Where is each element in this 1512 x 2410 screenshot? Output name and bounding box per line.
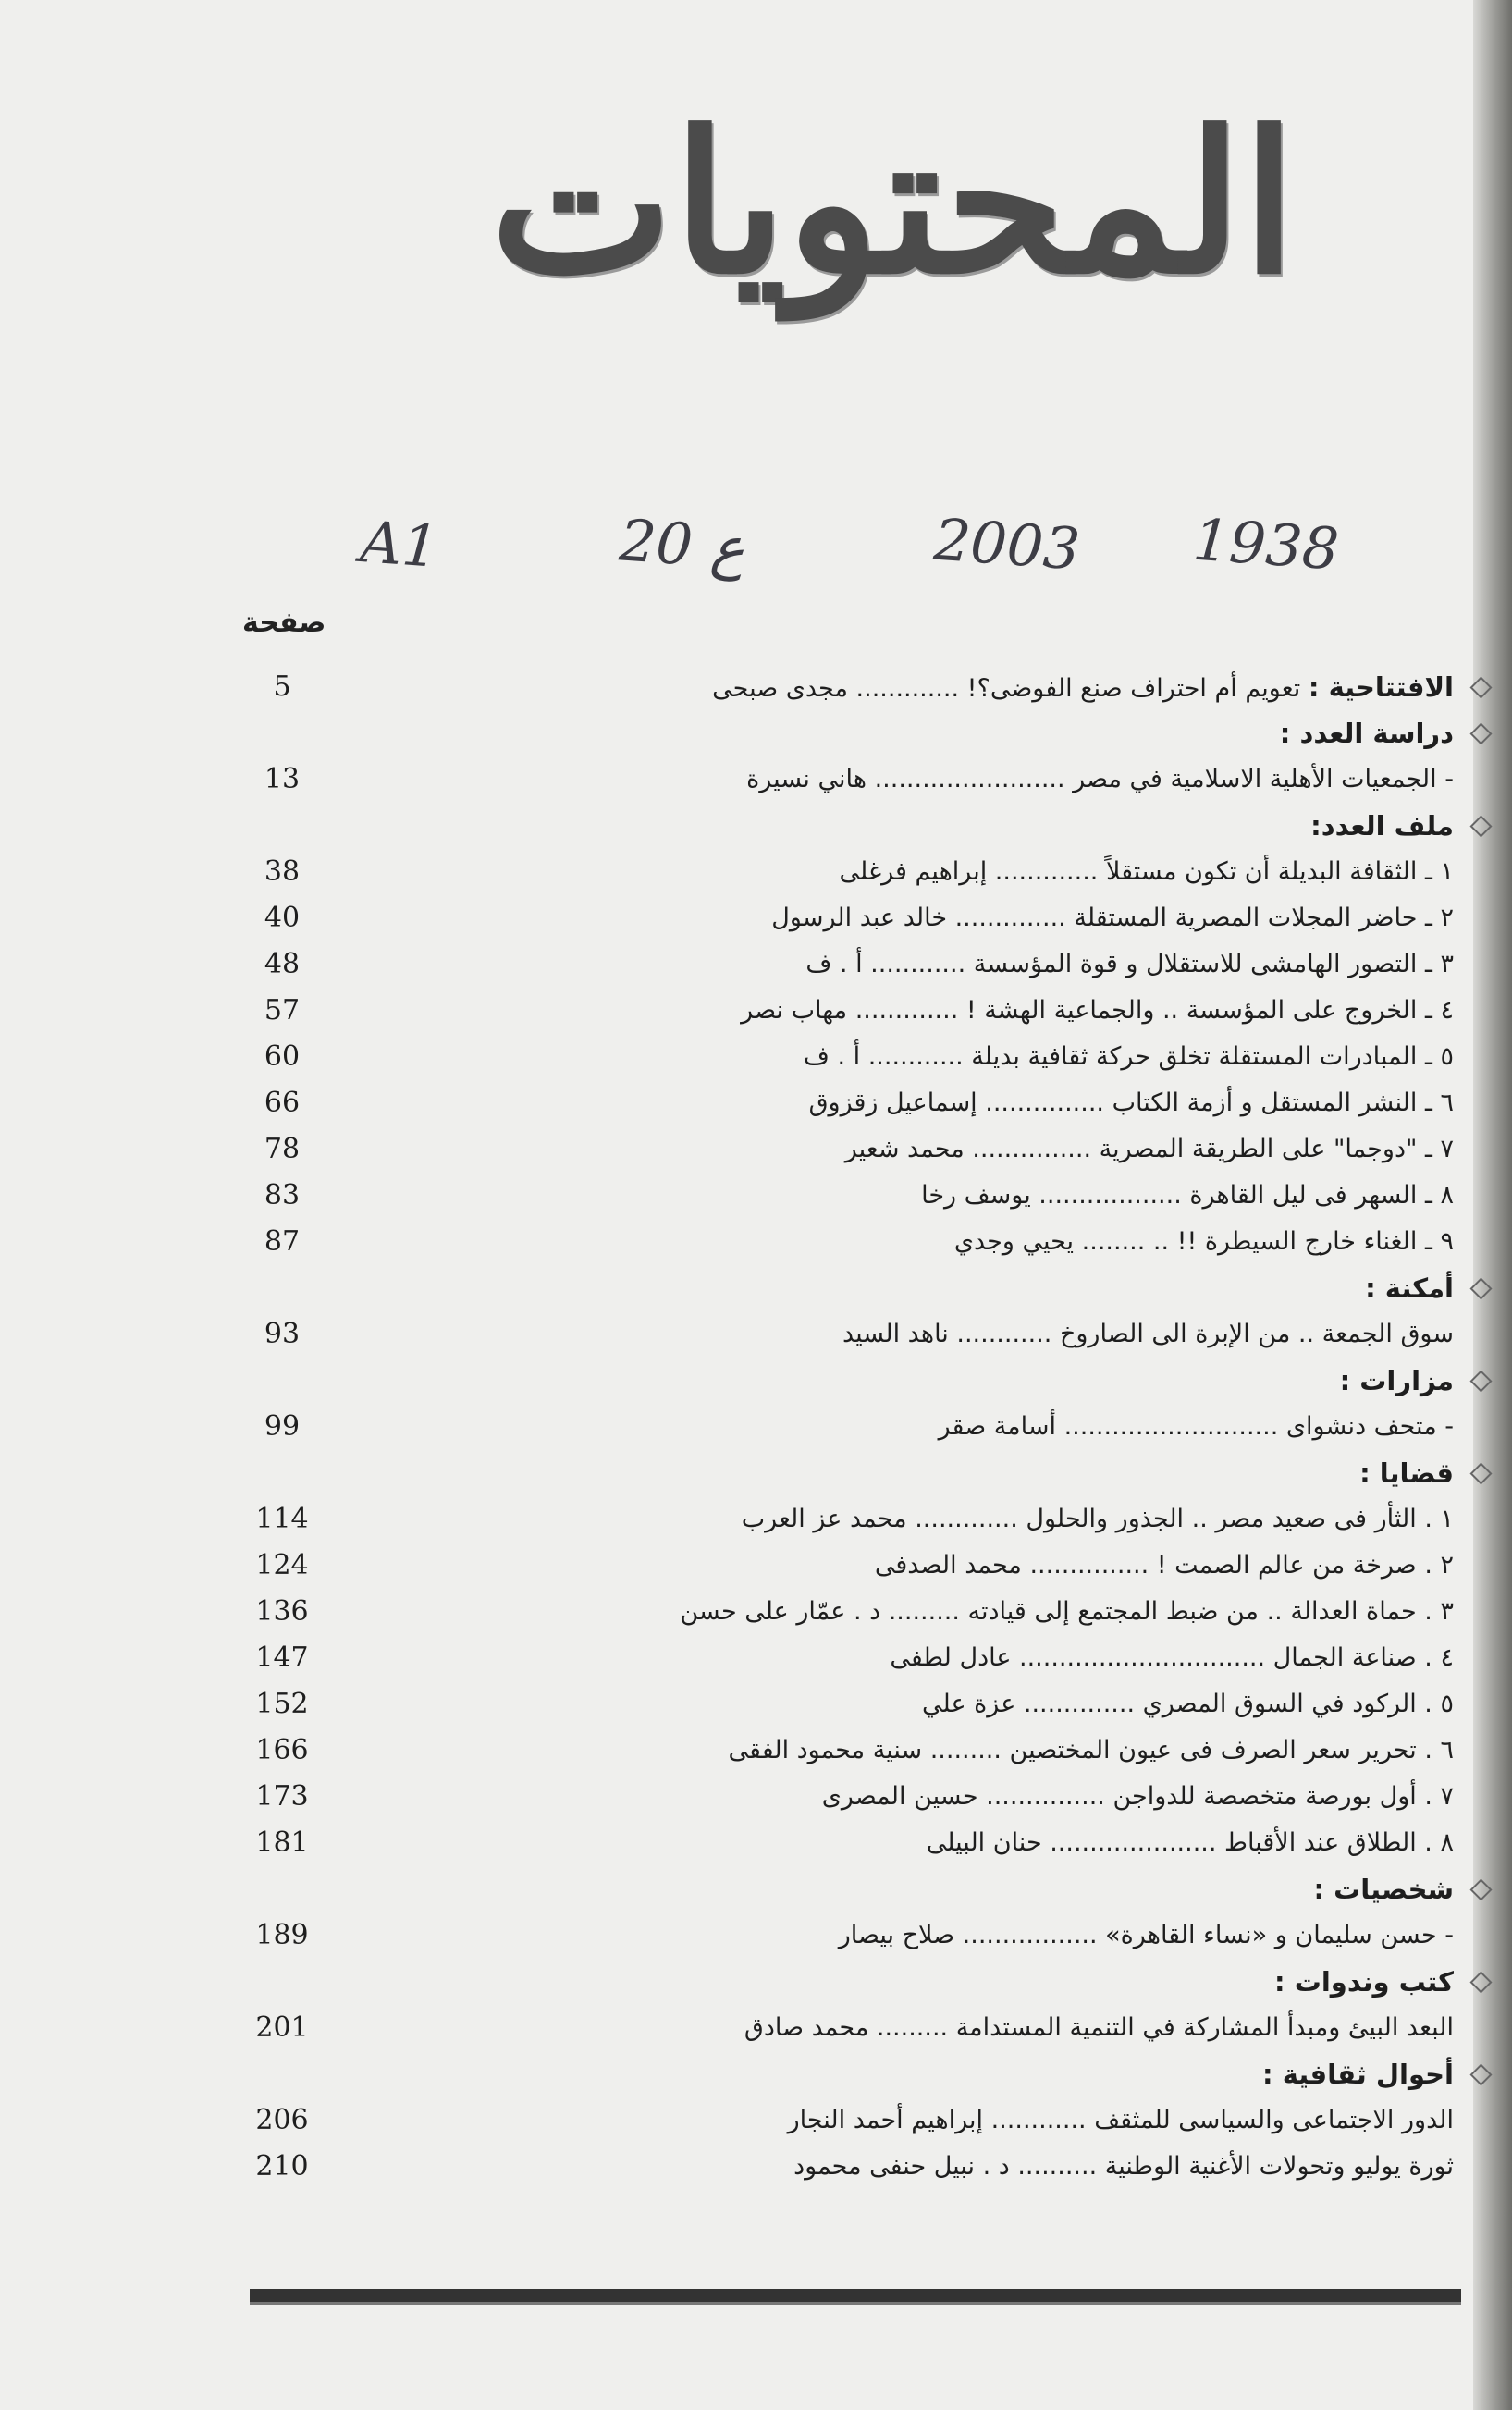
toc-page-number: 66 [264,1087,301,1119]
toc-page-number: 181 [255,1826,309,1859]
toc-row [250,1543,1489,1589]
toc-entry-title: ١ . الثأر فى صعيد مصر .. الجذور والحلول ............. محمد عز العرب [741,1505,1454,1533]
toc-row [250,2144,1489,2190]
toc-section-heading [250,1265,1489,1311]
toc-row [250,1173,1489,1219]
toc-page-number: 189 [255,1919,309,1951]
toc-entry-title: - الجمعيات الأهلية الاسلامية في مصر ........................ هاني نسيرة [746,765,1454,793]
toc-section-heading [250,710,1489,756]
toc-page-number: 57 [264,994,301,1027]
toc-page-number: 87 [264,1225,301,1258]
diamond-bullet-icon [1469,722,1492,744]
toc-section-label: الافتتاحية : [1308,671,1454,703]
toc-section-title: مزارات : [1339,1365,1454,1396]
toc-section-heading [250,1358,1489,1404]
toc-row [250,1126,1489,1173]
toc-row [250,1774,1489,1820]
toc-page-number: 83 [264,1179,301,1211]
toc-row [250,1496,1489,1543]
toc-entry-title: ٤ ـ الخروج على المؤسسة .. والجماعية الهشة ! ............. مهاب نصر [741,996,1454,1025]
toc-entry-title: ٨ . الطلاق عند الأقباط ..................... حنان البيلى [926,1828,1454,1857]
toc-page-number: 78 [264,1133,301,1165]
toc-entry-title: ٤ . صناعة الجمال ............................... عادل لطفى [890,1643,1454,1672]
toc-section-title: أمكنة : [1365,1273,1454,1304]
toc-entry-title: - متحف دنشواى ........................... أسامة صقر [938,1412,1454,1441]
toc-row [250,1034,1489,1080]
toc-section-title: كتب وندوات : [1274,1966,1454,1998]
toc-row [250,1404,1489,1450]
toc-section-heading [250,1450,1489,1496]
toc-row [250,1080,1489,1126]
toc-page-number: 48 [264,948,301,980]
toc-row [250,849,1489,895]
toc-entry-title: ٦ ـ النشر المستقل و أزمة الكتاب ............... إسماعيل زقزوق [808,1088,1454,1117]
toc-section-title: قضايا : [1359,1457,1454,1489]
toc-page-number: 124 [255,1549,309,1581]
handwritten-note-2: 2003 [931,505,1083,584]
toc-row [250,664,1489,710]
toc-section-title: شخصيات : [1313,1874,1454,1905]
page-title: المحتويات [490,89,1297,317]
toc-entry-title: الدور الاجتماعى والسياسى للمثقف ............ إبراهيم أحمد النجار [787,2106,1454,2134]
toc-entry-title: - حسن سليمان و «نساء القاهرة» ................. صلاح بيصار [838,1921,1454,1949]
toc-row [250,2097,1489,2144]
handwritten-note-1: A1 [358,508,441,581]
toc-page-number: 99 [264,1410,301,1443]
toc-section-heading [250,1866,1489,1912]
toc-page-number: 206 [255,2104,309,2136]
toc-row [250,941,1489,988]
toc-row [250,1820,1489,1866]
diamond-bullet-icon [1469,1971,1492,1993]
toc-entry-title: ثورة يوليو وتحولات الأغنية الوطنية .......... د . نبيل حنفى محمود [793,2152,1454,2181]
footer-divider [250,2289,1461,2305]
toc-row [250,1912,1489,1959]
toc-section-title: دراسة العدد : [1279,718,1454,749]
toc-row [250,1311,1489,1358]
diamond-bullet-icon [1469,1277,1492,1299]
toc-row [250,895,1489,941]
toc-page-number: 136 [255,1595,309,1628]
table-of-contents [250,664,1489,2190]
toc-entry-title: ٢ ـ حاضر المجلات المصرية المستقلة .............. خالد عبد الرسول [771,904,1454,932]
diamond-bullet-icon [1469,676,1492,698]
toc-entry-title: ١ ـ الثقافة البديلة أن تكون مستقلاً ............. إبراهيم فرغلى [839,857,1454,886]
toc-entry-title: ٣ ـ التصور الهامشى للاستقلال و قوة المؤسسة ............ أ . ف [805,950,1454,978]
toc-row [250,2005,1489,2051]
handwritten-annotation [358,505,1359,594]
toc-entry-text [712,664,1454,712]
handwritten-note-3: ع 20 [617,506,747,583]
toc-entry-title: ٥ . الركود في السوق المصري .............. عزة علي [922,1690,1454,1718]
toc-page-number: 166 [255,1734,309,1766]
toc-page-number: 60 [264,1040,301,1073]
toc-row [250,1219,1489,1265]
toc-entry-title: ٩ ـ الغناء خارج السيطرة !! .. ........ يحيي وجدي [953,1227,1454,1256]
toc-entry-title: تعويم أم احتراف صنع الفوضى؟! ............. مجدى صبحى [712,674,1301,703]
diamond-bullet-icon [1469,1370,1492,1392]
toc-page-number: 152 [255,1688,309,1720]
toc-section-heading [250,803,1489,849]
toc-page-number: 5 [273,670,291,703]
page-column-label: صفحة [242,607,326,639]
toc-row [250,1728,1489,1774]
toc-page-number: 93 [264,1318,301,1350]
toc-page-number: 210 [255,2150,309,2183]
toc-page-number: 38 [264,855,301,888]
toc-entry-title: ٣ . حماة العدالة .. من ضبط المجتمع إلى قيادته ......... د . عمّار على حسن [680,1597,1454,1626]
toc-section-title: ملف العدد: [1310,810,1454,842]
diamond-bullet-icon [1469,1462,1492,1484]
toc-section-heading [250,1959,1489,2005]
diamond-bullet-icon [1469,2063,1492,2085]
toc-page-number: 147 [255,1642,309,1674]
toc-row [250,1635,1489,1681]
toc-section-heading [250,2051,1489,2097]
handwritten-note-4: 1938 [1190,505,1342,584]
toc-row [250,1589,1489,1635]
diamond-bullet-icon [1469,815,1492,837]
toc-entry-title: ٢ . صرخة من عالم الصمت ! ............... محمد الصدفى [874,1551,1454,1580]
diamond-bullet-icon [1469,1878,1492,1900]
toc-row [250,1681,1489,1728]
toc-page-number: 114 [255,1503,309,1535]
toc-page-number: 201 [255,2011,309,2044]
toc-entry-title: ٦ . تحرير سعر الصرف فى عيون المختصين ......... سنية محمود الفقى [728,1736,1454,1764]
toc-entry-title: ٧ . أول بورصة متخصصة للدواجن ............... حسين المصرى [821,1782,1454,1811]
toc-page-number: 40 [264,902,301,934]
toc-row [250,756,1489,803]
toc-row [250,988,1489,1034]
toc-entry-title: البعد البيئ ومبدأ المشاركة في التنمية المستدامة ......... محمد صادق [744,2013,1454,2042]
toc-entry-title: ٨ ـ السهر فى ليل القاهرة .................. يوسف رخا [921,1181,1454,1210]
toc-entry-title: ٧ ـ "دوجما" على الطريقة المصرية ............... محمد شعير [844,1135,1454,1163]
toc-section-title: أحوال ثقافية : [1262,2059,1454,2090]
toc-page-number: 13 [264,763,301,795]
toc-page-number: 173 [255,1780,309,1813]
toc-entry-title: ٥ ـ المبادرات المستقلة تخلق حركة ثقافية بديلة ............ أ . ف [803,1042,1454,1071]
toc-entry-title: سوق الجمعة .. من الإبرة الى الصاروخ ............ ناهد السيد [842,1320,1454,1348]
